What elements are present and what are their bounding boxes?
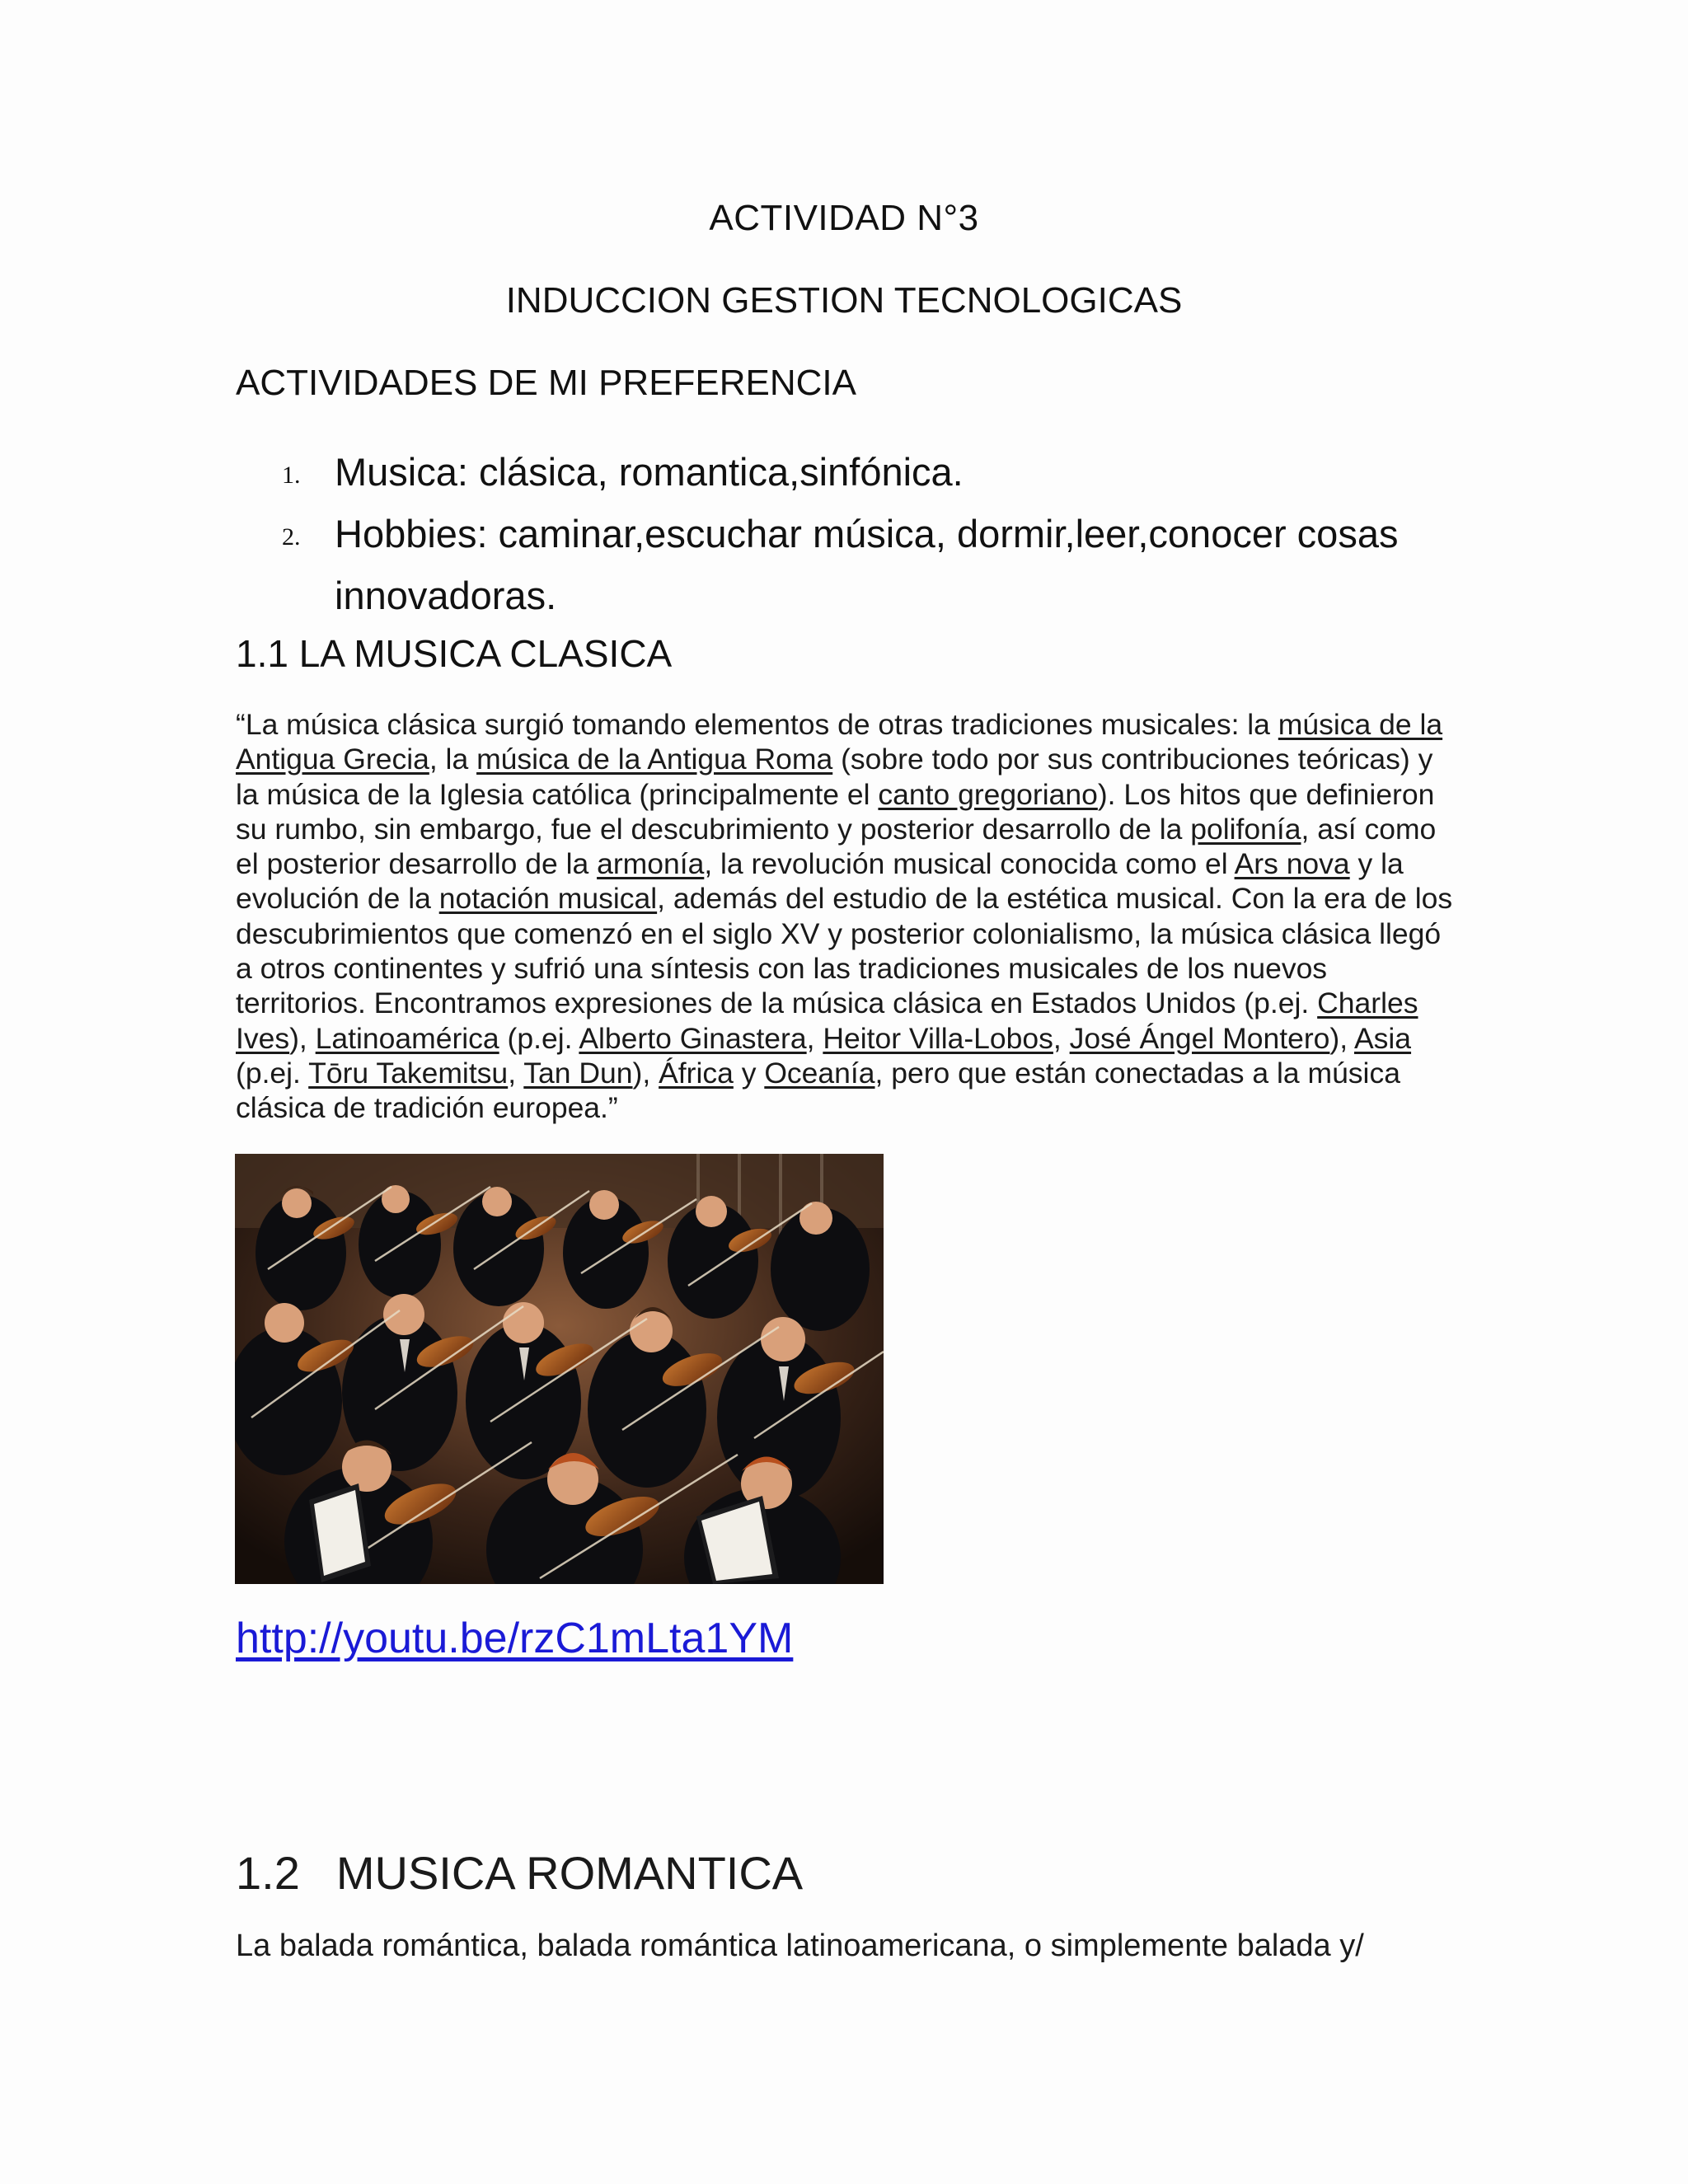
quote-text: , así como el posterior desarrollo de la xyxy=(236,812,1437,881)
quote-text: , xyxy=(508,1056,524,1090)
quote-text: , además del estudio de la estética musical. Con la era de los descubrimientos que comenzó en el siglo XV y posterior colonialismo, la música clásica llegó a otros continentes y sufrió una síntesis con las tradiciones musicales de los nuevos territorios. Encontramos expresiones de la música clásica en Estados Unidos (p.ej. xyxy=(236,882,1453,1020)
quote-text: y la evolución de la xyxy=(236,847,1404,916)
section-title: MUSICA ROMANTICA xyxy=(335,1847,804,1899)
romantic-paragraph: La balada romántica, balada romántica latinoamericana, o simplemente balada y/ xyxy=(236,1929,1364,1963)
quote-link[interactable]: Asia xyxy=(1353,1021,1412,1055)
quote-text: “La música clásica surgió tomando elementos de otras tradiciones musicales: la xyxy=(236,708,1278,741)
quote-text: ). Los hitos que definieron su rumbo, sin embargo, fue el descubrimiento y posterior desarrollo de la xyxy=(236,777,1435,846)
youtube-link[interactable]: http://youtu.be/rzC1mLta1YM xyxy=(236,1615,794,1662)
list-number: 2. xyxy=(282,523,301,551)
preferences-heading: ACTIVIDADES DE MI PREFERENCIA xyxy=(236,363,857,403)
quote-text: , xyxy=(1053,1021,1070,1055)
quote-text: ), xyxy=(632,1056,659,1090)
quote-text: (p.ej. xyxy=(236,1056,309,1090)
quote-text: ), xyxy=(289,1021,316,1055)
list-item-text: Musica: clásica, romantica,sinfónica. xyxy=(335,450,964,494)
quote-text: (sobre todo por sus contribuciones teóricas) y la música de la Iglesia católica (principalmente el xyxy=(236,743,1433,811)
quote-link[interactable]: Oceanía xyxy=(764,1056,875,1090)
classical-music-quote xyxy=(236,707,1456,1126)
quote-text: y xyxy=(733,1056,765,1090)
quote-link[interactable]: África xyxy=(659,1056,734,1090)
quote-text: , xyxy=(806,1021,823,1055)
section-heading-romantic xyxy=(236,1846,803,1900)
quote-link[interactable]: Tōru Takemitsu xyxy=(308,1056,509,1090)
quote-link[interactable]: música de la Antigua Roma xyxy=(476,743,833,776)
orchestra-photo xyxy=(235,1154,884,1584)
quote-link[interactable]: canto gregoriano xyxy=(878,777,1098,811)
quote-link[interactable]: José Ángel Montero xyxy=(1069,1021,1330,1055)
list-number: 1. xyxy=(282,462,301,489)
quote-link[interactable]: música de la Antigua Grecia xyxy=(236,708,1443,776)
section-heading-classical: 1.1 LA MUSICA CLASICA xyxy=(236,632,673,675)
list-item xyxy=(236,503,1472,626)
quote-link[interactable]: Alberto Ginastera xyxy=(579,1021,807,1055)
quote-link[interactable]: notación musical xyxy=(438,882,658,916)
list-item-text: Hobbies: caminar,escuchar música, dormir,leer,conocer cosas innovadoras. xyxy=(335,512,1399,617)
quote-text: , pero que están conectadas a la música clásica de tradición europea.” xyxy=(236,1056,1400,1125)
quote-link[interactable]: polifonía xyxy=(1190,812,1301,846)
quote-link[interactable]: Charles Ives xyxy=(236,987,1418,1055)
quote-link[interactable]: armonía xyxy=(597,847,705,881)
document-subtitle: INDUCCION GESTION TECNOLOGICAS xyxy=(505,280,1183,321)
quote-text: , la revolución musical conocida como el xyxy=(704,847,1235,881)
quote-link[interactable]: Latinoamérica xyxy=(315,1021,499,1055)
document-title: ACTIVIDAD N°3 xyxy=(709,198,979,238)
list-item xyxy=(236,441,1472,503)
quote-text: ), xyxy=(1329,1021,1354,1055)
quote-text: (p.ej. xyxy=(499,1021,579,1055)
quote-link[interactable]: Tan Dun xyxy=(523,1056,633,1090)
section-number: 1.2 xyxy=(236,1847,300,1899)
quote-text: , la xyxy=(429,743,477,776)
quote-link[interactable]: Ars nova xyxy=(1234,847,1350,881)
quote-link[interactable]: Heitor Villa-Lobos xyxy=(823,1021,1053,1055)
preferences-list xyxy=(236,441,1472,626)
